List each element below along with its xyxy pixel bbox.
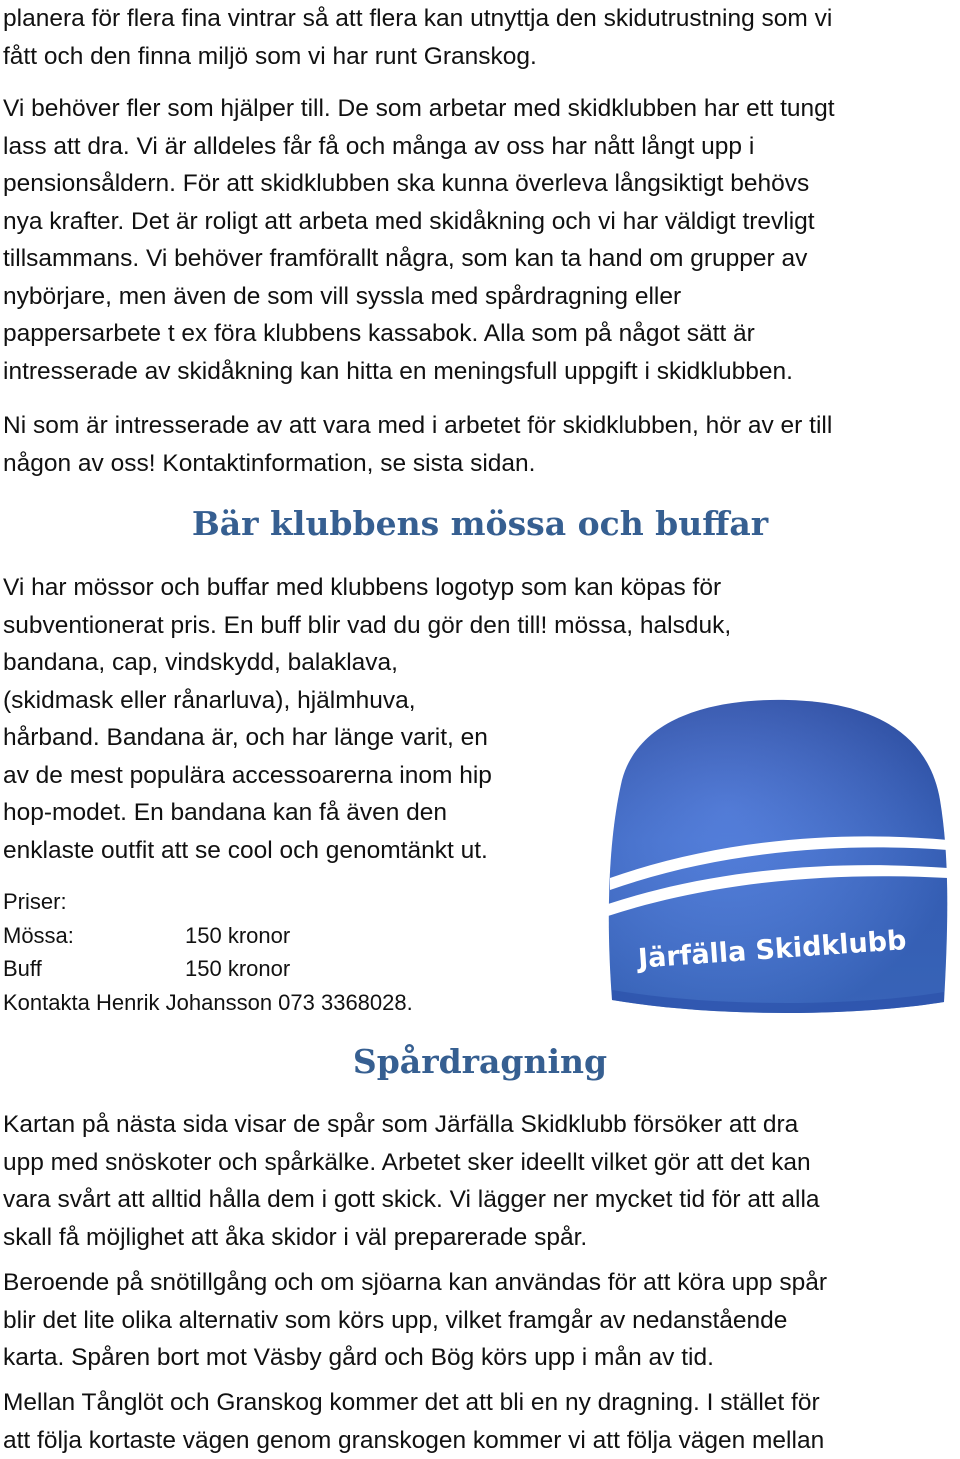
trail-paragraph-2 bbox=[3, 1264, 827, 1377]
text-line: fått och den finna miljö som vi har runt Granskog. bbox=[3, 42, 537, 70]
contact-call-paragraph bbox=[3, 407, 832, 482]
text-line: tillsammans. Vi behöver framförallt några, som kan ta hand om grupper av bbox=[3, 245, 808, 272]
volunteers-paragraph bbox=[3, 90, 835, 390]
trail-paragraph-1 bbox=[3, 1106, 820, 1256]
text-line: vara svårt att alltid hålla dem i gott skick. Vi lägger ner mycket tid för att alla bbox=[3, 1186, 820, 1213]
text-line: pensionsåldern. För att skidklubben ska kunna överleva långsiktigt behövs bbox=[3, 170, 810, 197]
price-item: Mössa: bbox=[3, 922, 74, 948]
text-line: av de mest populära accessoarerna inom hip bbox=[3, 761, 492, 789]
text-line: karta. Spåren bort mot Väsby gård och Bög körs upp i mån av tid. bbox=[3, 1344, 714, 1371]
text-line: Vi har mössor och buffar med klubbens logotyp som kan köpas för bbox=[3, 574, 722, 601]
text-line: någon av oss! Kontaktinformation, se sista sidan. bbox=[3, 449, 536, 477]
text-line: blir det lite olika alternativ som körs upp, vilket framgår av nedanstående bbox=[3, 1306, 788, 1334]
text-line: skall få möjlighet att åka skidor i väl preparerade spår. bbox=[3, 1223, 588, 1251]
price-item: Buff bbox=[3, 956, 42, 981]
text-line: bandana, cap, vindskydd, balaklava, bbox=[3, 649, 398, 676]
contact-line: Kontakta Henrik Johansson 073 3368028. bbox=[3, 989, 413, 1015]
price-value: 150 kronor bbox=[185, 922, 291, 948]
text-line: enklaste outfit att se cool och genomtänkt ut. bbox=[3, 836, 488, 864]
text-line: Ni som är intresserade av att vara med i arbetet för skidklubben, hör av er till bbox=[3, 412, 833, 439]
text-line: subventionerat pris. En buff blir vad du gör den till! mössa, halsduk, bbox=[3, 611, 732, 639]
text-line: hårband. Bandana är, och har länge varit, en bbox=[3, 724, 488, 751]
trail-section-heading: Spårdragning bbox=[352, 1042, 608, 1081]
price-value: 150 kronor bbox=[185, 956, 291, 981]
price-row-hat bbox=[3, 919, 413, 953]
text-line: intresserade av skidåkning kan hitta en meningsfull uppgift i skidklubben. bbox=[3, 357, 793, 385]
intro-paragraph bbox=[3, 0, 832, 75]
text-line: planera för flera fina vintrar så att flera kan utnyttja den skidutrustning som vi bbox=[3, 5, 833, 32]
text-line: Kartan på nästa sida visar de spår som Järfälla Skidklubb försöker att dra bbox=[3, 1111, 799, 1138]
trail-paragraph-3 bbox=[3, 1384, 824, 1459]
text-line: att följa kortaste vägen genom granskogen kommer vi att följa vägen mellan bbox=[3, 1426, 825, 1454]
price-list bbox=[3, 885, 413, 1019]
text-line: lass att dra. Vi är alldeles får få och många av oss har nått långt upp i bbox=[3, 132, 755, 160]
price-row-buff bbox=[3, 952, 413, 986]
text-line: nya krafter. Det är roligt att arbeta med skidåkning och vi har väldigt trevligt bbox=[3, 207, 815, 235]
hat-logo-text: Järfälla Skidklubb bbox=[637, 925, 908, 975]
text-line: upp med snöskoter och spårkälke. Arbetet sker ideellt vilket gör att det kan bbox=[3, 1148, 811, 1176]
text-line: (skidmask eller rånarluva), hjälmhuva, bbox=[3, 686, 416, 714]
text-line: hop-modet. En bandana kan få även den bbox=[3, 799, 448, 826]
hat-section-heading: Bär klubbens mössa och buffar bbox=[191, 504, 769, 543]
text-line: nybörjare, men även de som vill syssla med spårdragning eller bbox=[3, 282, 682, 310]
text-line: Mellan Tånglöt och Granskog kommer det att bli en ny dragning. I stället för bbox=[3, 1389, 820, 1416]
text-line: Vi behöver fler som hjälper till. De som arbetar med skidklubben har ett tungt bbox=[3, 95, 835, 122]
prices-title: Priser: bbox=[3, 889, 67, 914]
text-line: pappersarbete t ex föra klubbens kassabok. Alla som på något sätt är bbox=[3, 320, 755, 347]
text-line: Beroende på snötillgång och om sjöarna kan användas för att köra upp spår bbox=[3, 1269, 828, 1296]
club-hat-image bbox=[598, 690, 956, 1018]
